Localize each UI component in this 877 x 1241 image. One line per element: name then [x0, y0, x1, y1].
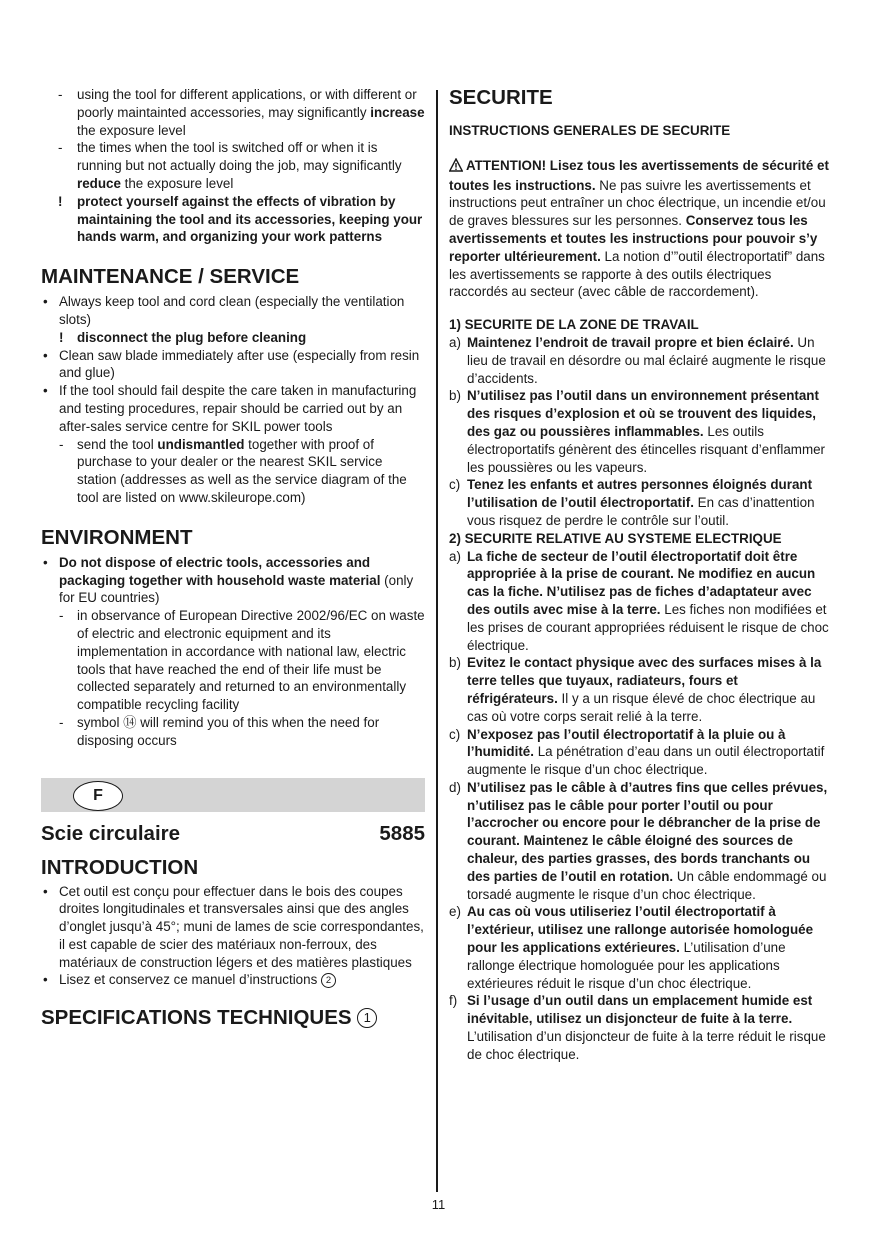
warning-item	[41, 193, 425, 246]
item-emphasis: reduce	[77, 175, 121, 191]
right-column	[449, 86, 830, 1064]
item-text: Les outils électroportatifs génèrent des étincelles risquant d’enflammer les poussières ou les vapeurs.	[467, 423, 826, 475]
product-model: 5885	[379, 821, 425, 845]
environment-heading: ENVIRONMENT	[41, 525, 193, 549]
bullet-item	[41, 382, 425, 435]
numbered-item	[449, 779, 830, 904]
left-column	[41, 86, 425, 1030]
item-text: L’utilisation d’un disjoncteur de fuite à la terre réduit le risque de choc électrique.	[467, 1029, 826, 1062]
list-item	[41, 139, 425, 192]
language-badge: F	[73, 781, 123, 811]
item-marker: c)	[449, 726, 461, 742]
figure-ref-icon: 1	[357, 1008, 377, 1028]
item-text: (only for EU countries)	[59, 572, 414, 606]
item-emphasis: N’utilisez pas le câble à d’autres fins que celles prévues, n’utilisez pas le câble pour porter l’outil ou pour l’accrocher ou encore pour le débrancher de la prise de courant. Maintenez le câble éloigné des sources de chaleur, des parties grasses, des bords tranchants ou des parties de l’outil en rotation.	[467, 779, 828, 884]
bullet-marker: •	[43, 883, 48, 899]
item-emphasis: increase	[370, 104, 425, 120]
item-emphasis: N’exposez pas l’outil électroportatif à la pluie ou à l’humidité.	[467, 726, 786, 760]
item-text: the times when the tool is switched off or when it is running but not actually doing the job, may significantly	[77, 140, 402, 174]
numbered-item	[449, 903, 830, 992]
dash-marker: -	[59, 714, 64, 730]
product-name: Scie circulaire	[41, 821, 181, 845]
warning-text: protect yourself against the effects of vibration by maintaining the tool and its accessories, keeping your hands warm, and organizing your work patterns	[77, 193, 423, 245]
item-marker: f)	[449, 993, 458, 1009]
securite-heading: SECURITE	[449, 86, 553, 109]
bullet-item	[41, 293, 425, 329]
bullet-marker: •	[43, 554, 48, 570]
numbered-item	[449, 992, 830, 1063]
product-title-row	[41, 822, 425, 846]
sub-item	[41, 436, 425, 507]
item-text: together with proof of purchase to your dealer or the nearest SKIL service station (addresses as well as the service diagram of the tool are listed on www.skileurope.com)	[77, 436, 407, 505]
warning-text: La notion d’”outil électroportatif” dans les avertissements se rapporte à des outils électriques raccordés au secteur (avec câble de raccordement).	[449, 248, 825, 300]
numbered-item	[449, 654, 830, 725]
item-marker: d)	[449, 779, 461, 795]
warning-paragraph	[449, 157, 830, 301]
item-text: Il y a un risque élevé de choc électrique au cas où votre corps serait relié à la terre.	[467, 690, 816, 724]
page-number: 11	[431, 1197, 446, 1212]
figure-ref-icon: 2	[321, 973, 336, 988]
warning-bold-text: ATTENTION! Lisez tous les avertissements de sécurité et toutes les instructions.	[449, 157, 829, 193]
numbered-item	[449, 726, 830, 779]
bang-marker: !	[59, 329, 64, 345]
item-emphasis: Maintenez l’endroit de travail propre et bien éclairé.	[467, 334, 794, 350]
list-item	[41, 86, 425, 139]
bullet-item	[41, 883, 425, 972]
item-emphasis: Si l’usage d’un outil dans un emplacement humide est inévitable, utilisez un disjoncteur de fuite à la terre.	[467, 993, 813, 1027]
sub-item	[41, 607, 425, 714]
item-text: La pénétration d’eau dans un outil électroportatif augmente le risque d’un choc électrique.	[467, 744, 825, 778]
item-emphasis: Do not dispose of electric tools, accessories and packaging together with household waste material	[59, 554, 381, 588]
dash-marker: -	[58, 87, 63, 102]
bang-marker: !	[58, 193, 63, 209]
section-heading-work-area: 1) SECURITE DE LA ZONE DE TRAVAIL	[449, 317, 699, 333]
numbered-item	[449, 476, 830, 529]
item-marker: b)	[449, 388, 461, 404]
item-marker: e)	[449, 904, 461, 920]
column-divider	[436, 90, 438, 1192]
introduction-heading: INTRODUCTION	[41, 855, 199, 879]
item-text: the exposure level	[77, 122, 186, 138]
bullet-marker: •	[43, 383, 48, 399]
item-text: the exposure level	[120, 175, 234, 191]
dash-marker: -	[59, 608, 64, 624]
warning-triangle-icon	[449, 158, 463, 177]
item-text: Cet outil est conçu pour effectuer dans le bois des coupes droites longitudinales et transversales ainsi que des angles d’onglet jusqu’à 45°; muni de lames de scie correspondantes, il est capable de scier des matériaux non-ferroux, des matériaux de construction légers et des matières plastiques	[59, 883, 424, 970]
item-text: En cas d’inattention vous risquez de perdre le contrôle sur l’outil.	[467, 495, 815, 528]
item-emphasis: undismantled	[157, 436, 245, 452]
item-text: Un câble endommagé ou torsadé augmente le risque d’un choc électrique.	[467, 868, 827, 902]
item-emphasis: Au cas où vous utiliseriez l’outil électroportatif à l’extérieur, utilisez une rallonge autorisée homologuée pour les applications extérieures.	[467, 904, 814, 956]
warning-item	[41, 329, 425, 347]
item-marker: a)	[449, 334, 461, 350]
item-text: Lisez et conservez ce manuel d’instructions	[59, 972, 321, 988]
warning-text: disconnect the plug before cleaning	[77, 329, 307, 345]
general-instructions-heading: INSTRUCTIONS GENERALES DE SECURITE	[449, 123, 731, 138]
numbered-item	[449, 387, 830, 476]
item-emphasis: La fiche de secteur de l’outil électroportatif doit être appropriée à la prise de courant. Ne modifiez en aucun cas la fiche. N’utilisez pas de fiches d’adaptateur avec des outils avec mise à la terre.	[467, 548, 816, 617]
dash-marker: -	[58, 140, 63, 156]
item-text: using the tool for different applications, or with different or poorly maintainted accessories, may significantly	[77, 87, 417, 120]
item-marker: b)	[449, 655, 461, 671]
item-text: Un lieu de travail en désordre ou mal éclairé augmente le risque d’accidents.	[467, 334, 826, 386]
item-text: will remind you of this when the need for disposing occurs	[77, 714, 380, 748]
item-text: Always keep tool and cord clean (especially the ventilation slots)	[59, 294, 405, 327]
numbered-item	[449, 334, 830, 387]
language-bar	[41, 778, 425, 812]
item-text: symbol	[77, 714, 124, 730]
item-emphasis: Tenez les enfants et autres personnes éloignés durant l’utilisation de l’outil électroportatif.	[467, 477, 813, 511]
dash-marker: -	[59, 436, 64, 452]
bullet-item	[41, 347, 425, 383]
item-text: Les fiches non modifiées et les prises de courant appropriées réduisent le risque de choc électrique.	[467, 601, 829, 653]
bullet-item	[41, 554, 425, 607]
numbered-item	[449, 548, 830, 655]
item-text: send the tool	[77, 436, 158, 452]
bullet-marker: •	[43, 294, 48, 310]
section-heading-electrical: 2) SECURITE RELATIVE AU SYSTEME ELECTRIQUE	[449, 530, 782, 546]
item-text: Clean saw blade immediately after use (especially from resin and glue)	[59, 347, 420, 381]
item-text: L’utilisation d’une rallonge électrique homologuée pour les applications extérieures réduit le risque d’un choc électrique.	[467, 940, 786, 991]
bullet-item	[41, 971, 425, 989]
bullet-marker: •	[43, 972, 48, 988]
item-emphasis: N’utilisez pas l’outil dans un environnement présentant des risques d’explosion et où se trouvent des liquides, des gaz ou poussières inflammables.	[467, 388, 819, 439]
item-marker: c)	[449, 477, 461, 493]
sub-item	[41, 714, 425, 750]
item-emphasis: Evitez le contact physique avec des surfaces mises à la terre telles que tuyaux, radiateurs, fours et réfrigérateurs.	[467, 655, 822, 706]
warning-text: Ne pas suivre les avertissements et instructions peut entraîner un choc électrique, un incendie et/ou de graves blessures sur les personnes.	[449, 177, 826, 229]
specifications-title: SPECIFICATIONS TECHNIQUES	[41, 1006, 358, 1030]
warning-bold-text: Conservez tous les avertissements et toutes les instructions pour pouvoir s’y reporter ultérieurement.	[449, 213, 818, 264]
recycle-symbol-ref: ⑭	[123, 714, 137, 730]
maintenance-heading: MAINTENANCE / SERVICE	[41, 265, 300, 289]
item-marker: a)	[449, 548, 461, 564]
item-text: If the tool should fail despite the care taken in manufacturing and testing procedures, repair should be carried out by an after-sales service centre for SKIL power tools	[59, 383, 417, 434]
bullet-marker: •	[43, 347, 48, 363]
specifications-heading	[41, 1006, 425, 1030]
item-text: in observance of European Directive 2002/96/EC on waste of electric and electronic equipment and its implementation in accordance with national law, electric tools that have reached the end of their life must be collected separately and returned to an environmentally compatible recycling facility	[77, 608, 425, 713]
